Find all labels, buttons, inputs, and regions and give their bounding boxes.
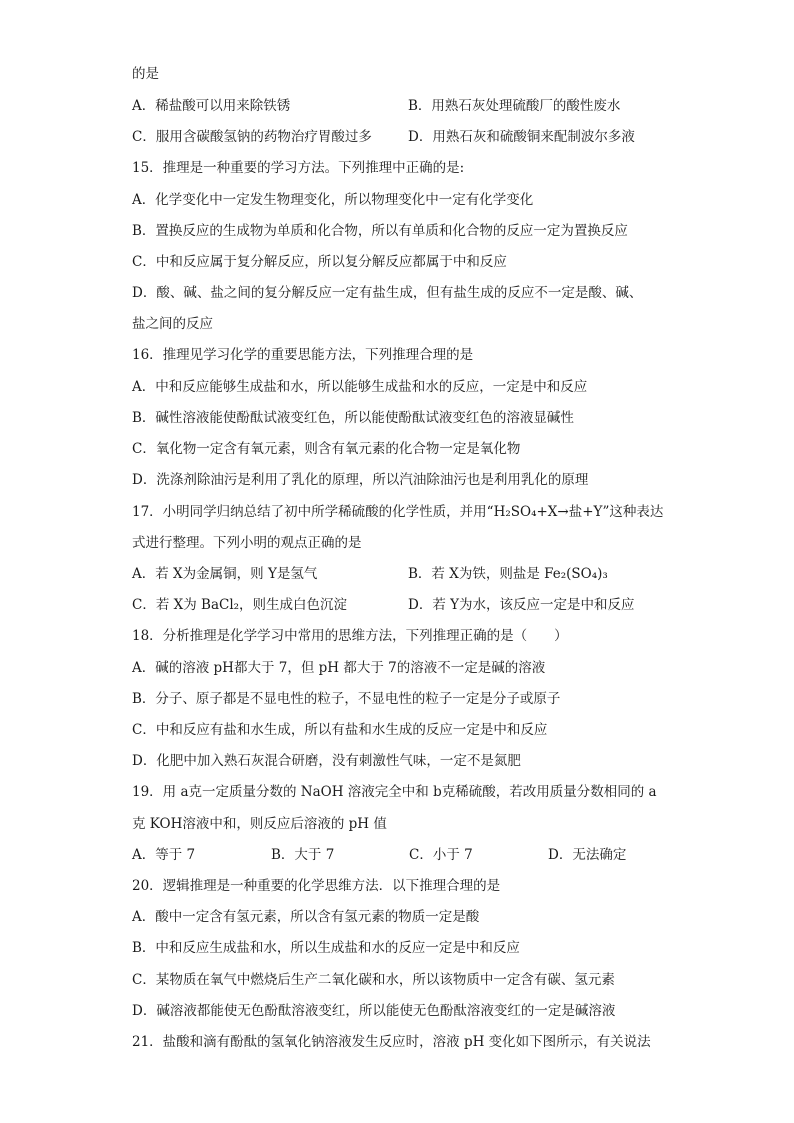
q19-option-a: A．等于 7 <box>132 847 196 863</box>
q15-option-a: A．化学变化中一定发生物理变化，所以物理变化中一定有化学变化 <box>132 192 534 208</box>
q17-stem: 17．小明同学归纳总结了初中所学稀硫酸的化学性质，并用“H₂SO₄+X→盐+Y”这种表达 <box>132 504 664 520</box>
q18-option-c: C．中和反应有盐和水生成，所以有盐和水生成的反应一定是中和反应 <box>132 722 548 738</box>
q19-option-b: B．大于 7 <box>271 847 335 863</box>
q20-option-b: B．中和反应生成盐和水，所以生成盐和水的反应一定是中和反应 <box>132 940 520 956</box>
q17-option-d: D．若 Y为水，该反应一定是中和反应 <box>408 597 635 613</box>
q14-option-b: B．用熟石灰处理硫酸厂的酸性废水 <box>408 98 621 114</box>
q17-options-row-1 <box>132 564 692 584</box>
q15-option-d-cont: 盐之间的反应 <box>132 316 213 332</box>
q18-option-a: A．碱的溶液 pH都大于 7，但 pH 都大于 7的溶液不一定是碱的溶液 <box>132 660 546 676</box>
q19-options-row <box>132 845 692 865</box>
q16-option-a: A．中和反应能够生成盐和水，所以能够生成盐和水的反应，一定是中和反应 <box>132 379 588 395</box>
q15-option-c: C．中和反应属于复分解反应，所以复分解反应都属于中和反应 <box>132 254 507 270</box>
q19-option-d: D．无法确定 <box>548 847 627 863</box>
q21-stem: 21．盐酸和滴有酚酞的氢氧化钠溶液发生反应时，溶液 pH 变化如下图所示，有关说法 <box>132 1034 651 1050</box>
q14-option-a: A．稀盐酸可以用来除铁锈 <box>132 98 291 114</box>
q16-option-d: D．洗涤剂除油污是利用了乳化的原理，所以汽油除油污也是利用乳化的原理 <box>132 472 589 488</box>
q19-stem: 19．用 a克一定质量分数的 NaOH 溶液完全中和 b克稀硫酸，若改用质量分数相同的 a <box>132 784 657 800</box>
q16-stem: 16．推理见学习化学的重要思能方法，下列推理合理的是 <box>132 347 474 363</box>
q18-stem: 18．分析推理是化学学习中常用的思维方法，下列推理正确的是（ ） <box>132 628 568 644</box>
q20-option-c: C．某物质在氧气中燃烧后生产二氧化碳和水，所以该物质中一定含有碳、氢元素 <box>132 972 615 988</box>
q14-option-c: C．服用含碳酸氢钠的药物治疗胃酸过多 <box>132 129 372 145</box>
q18-option-b: B．分子、原子都是不显电性的粒子，不显电性的粒子一定是分子或原子 <box>132 691 561 707</box>
q19-stem-cont: 克 KOH溶液中和，则反应后溶液的 pH 值 <box>132 816 387 832</box>
q18-option-d: D．化肥中加入熟石灰混合研磨，没有刺激性气味，一定不是氮肥 <box>132 753 521 769</box>
q14-options-row-1 <box>132 96 692 116</box>
q15-option-d: D．酸、碱、盐之间的复分解反应一定有盐生成，但有盐生成的反应不一定是酸、碱、 <box>132 285 643 301</box>
q17-option-c: C．若 X为 BaCl₂，则生成白色沉淀 <box>132 597 348 613</box>
q16-option-b: B．碱性溶液能使酚酞试液变红色，所以能使酚酞试液变红色的溶液显碱性 <box>132 410 574 426</box>
q17-options-row-2 <box>132 595 692 615</box>
q17-stem-cont: 式进行整理。下列小明的观点正确的是 <box>132 535 362 551</box>
text-line: 的是 <box>132 66 159 82</box>
q19-option-c: C．小于 7 <box>409 847 473 863</box>
q14-option-d: D．用熟石灰和硫酸铜来配制波尔多液 <box>408 129 635 145</box>
q17-option-a: A．若 X为金属铜，则 Y是氢气 <box>132 566 318 582</box>
q14-options-row-2 <box>132 127 692 147</box>
q17-option-b: B．若 X为铁，则盐是 Fe₂(SO₄)₃ <box>408 566 608 582</box>
q20-option-a: A．酸中一定含有氢元素，所以含有氢元素的物质一定是酸 <box>132 909 480 925</box>
q15-stem: 15．推理是一种重要的学习方法。下列推理中正确的是: <box>132 160 465 176</box>
q20-stem: 20．逻辑推理是一种重要的化学思维方法．以下推理合理的是 <box>132 878 501 894</box>
q20-option-d: D．碱溶液都能使无色酚酞溶液变红，所以能使无色酚酞溶液变红的一定是碱溶液 <box>132 1003 616 1019</box>
q15-option-b: B．置换反应的生成物为单质和化合物，所以有单质和化合物的反应一定为置换反应 <box>132 223 628 239</box>
q16-option-c: C．氧化物一定含有氧元素，则含有氧元素的化合物一定是氧化物 <box>132 441 521 457</box>
